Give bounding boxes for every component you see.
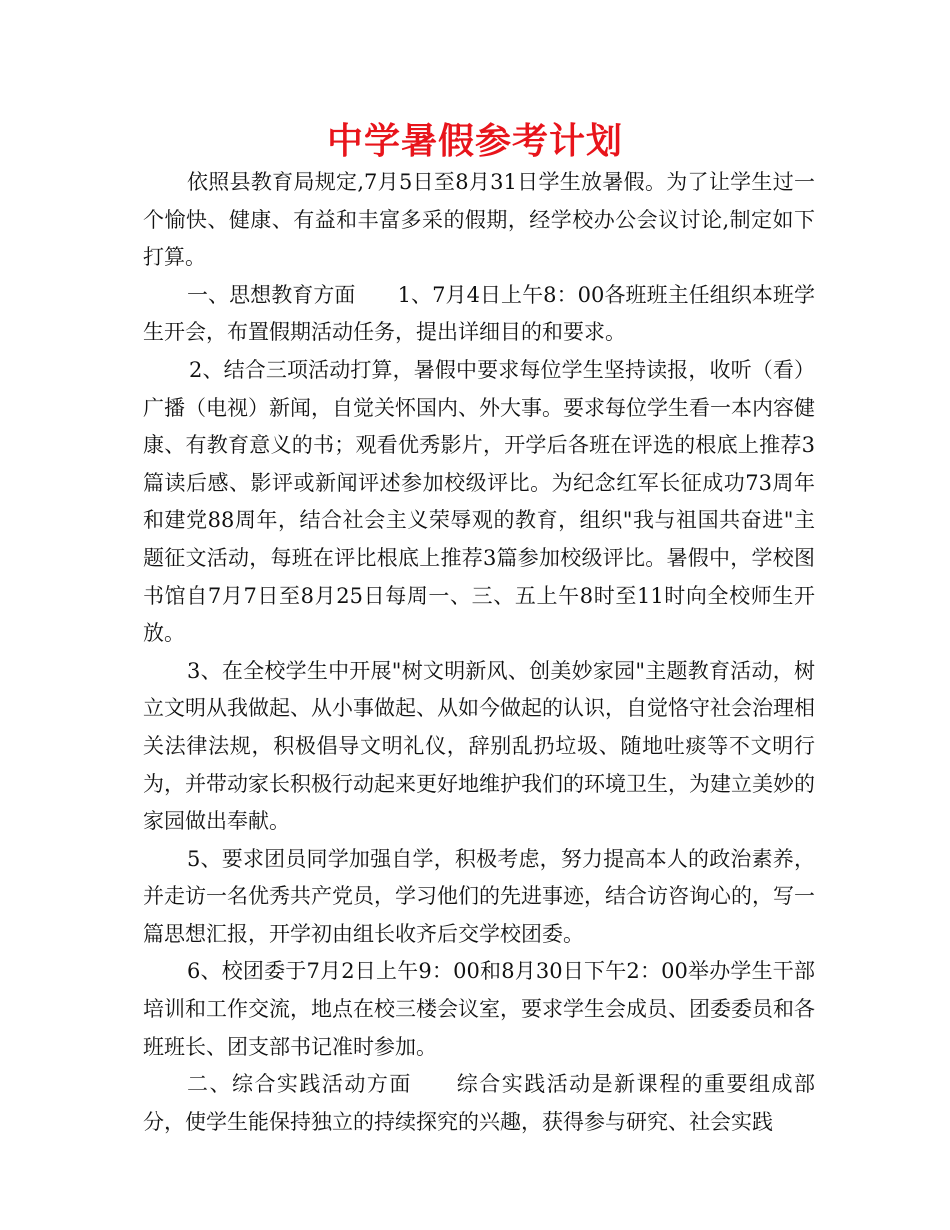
paragraph-ideology-6: 6、校团委于7月2日上午9：00和8月30日下午2：00举办学生干部培训和工作交流，地点在校三楼会议室，要求学生会成员、团委委员和各班班长、团支部书记准时参加。 bbox=[143, 959, 815, 1059]
paragraph-ideology-5: 5、要求团员同学加强自学，积极考虑，努力提高本人的政治素养，并走访一名优秀共产党员，学习他们的先进事迹，结合访咨询心的，写一篇思想汇报，开学初由组长收齐后交学校团委。 bbox=[143, 846, 815, 946]
paragraph-ideology-1: 一、思想教育方面 1、7月4日上午8：00各班班主任组织本班学生开会，布置假期活动任务，提出详细目的和要求。 bbox=[143, 282, 815, 345]
paragraph-intro: 依照县教育局规定,7月5日至8月31日学生放暑假。为了让学生过一个愉快、健康、有益和丰富多采的假期，经学校办公会议讨论,制定如下打算。 bbox=[143, 170, 815, 270]
paragraph-practice: 二、综合实践活动方面 综合实践活动是新课程的重要组成部分，使学生能保持独立的持续探究的兴趣，获得参与研究、社会实践 bbox=[143, 1072, 815, 1134]
paragraph-ideology-3: 3、在全校学生中开展"树文明新风、创美妙家园"主题教育活动，树立文明从我做起、从小事做起、从如今做起的认识，自觉恪守社会治理相关法律法规，积极倡导文明礼仪，辞别乱扔垃圾、随地吐痰等不文明行为，并带动家长积极行动起来更好地维护我们的环境卫生，为建立美妙的家园做出奉献。 bbox=[143, 658, 815, 834]
document-title: 中学暑假参考计划 bbox=[326, 121, 623, 162]
document-body bbox=[143, 164, 815, 1141]
paragraph-ideology-2: 2、结合三项活动打算，暑假中要求每位学生坚持读报，收听（看）广播（电视）新闻，自觉关怀国内、外大事。要求每位学生看一本内容健康、有教育意义的书；观看优秀影片，开学后各班在评选的根底上推荐3篇读后感、影评或新闻评述参加校级评比。为纪念红军长征成功73周年和建党88周年，结合社会主义荣辱观的教育，组织"我与祖国共奋进"主题征文活动，每班在评比根底上推荐3篇参加校级评比。暑假中，学校图书馆自7月7日至8月25日每周一、三、五上午8时至11时向全校师生开放。 bbox=[143, 357, 815, 646]
